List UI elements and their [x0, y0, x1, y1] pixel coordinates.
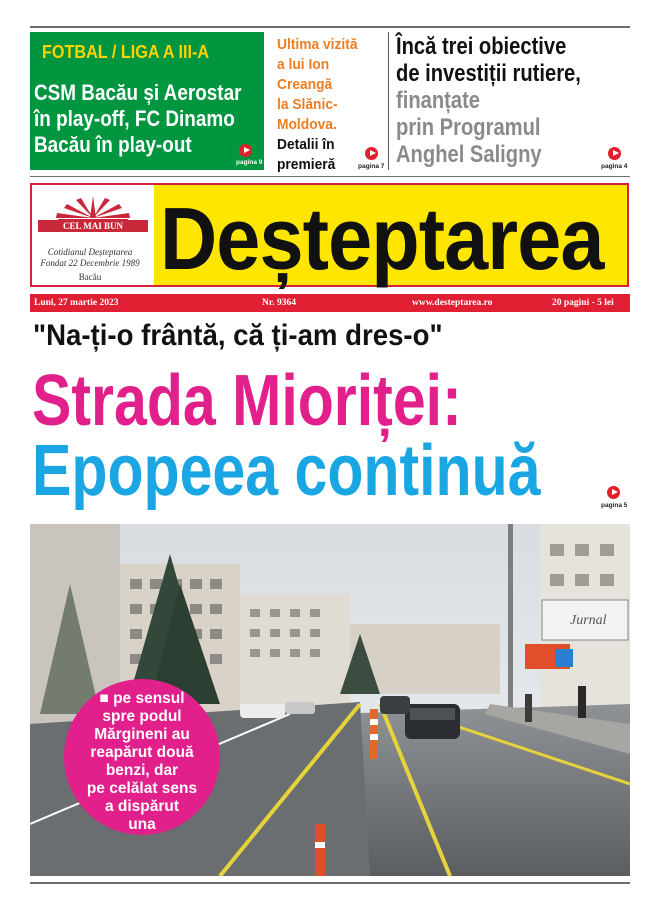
masthead-city: Bacău: [78, 272, 102, 282]
masthead-founded: Fondat 22 Decembrie 1989: [40, 258, 140, 268]
vizita-line: Creangă: [277, 76, 333, 93]
fotbal-headline-line: Bacău în play-out: [34, 132, 192, 157]
obiective-line: de investiții rutiere,: [396, 60, 581, 87]
page-arrow-icon[interactable]: [239, 144, 252, 157]
bubble-line: una: [128, 816, 156, 833]
fotbal-headline-line: în play-off, FC Dinamo: [34, 106, 235, 131]
bottom-rule: [30, 882, 630, 884]
obiective-line: Anghel Saligny: [396, 141, 542, 168]
newspaper-title[interactable]: Deșteptarea: [160, 189, 604, 288]
vizita-line: Moldova.: [277, 116, 337, 133]
fotbal-category: FOTBAL / LIGA A III-A: [42, 42, 210, 62]
page-arrow-icon[interactable]: [607, 486, 620, 499]
date-bar: [30, 294, 630, 312]
column-divider: [388, 32, 389, 170]
masthead-tagline: Cotidianul Deșteptarea: [47, 247, 133, 257]
lead-kicker: "Na-ți-o frântă, că ți-am dres-o": [33, 319, 443, 352]
issue-price: 20 pagini - 5 lei: [552, 298, 614, 308]
vizita-line: Detalii în: [277, 136, 335, 153]
vizita-line: la Slănic-: [277, 96, 338, 113]
obiective-line: Încă trei obiective: [396, 33, 567, 60]
vizita-line: premieră: [277, 156, 336, 173]
page-arrow-icon[interactable]: [365, 147, 378, 160]
page-arrow-icon[interactable]: [608, 147, 621, 160]
vizita-line: Ultima vizită: [277, 36, 358, 53]
bubble-line: reapărut două: [90, 744, 194, 761]
vizita-line: a lui Ion: [277, 56, 330, 73]
obiective-line: finanțate: [396, 87, 481, 114]
bubble-line: a dispărut: [104, 798, 180, 815]
obiective-page-ref: pagina 4: [601, 163, 628, 170]
bubble-line: spre podul: [102, 708, 182, 725]
lead-headline-line-2[interactable]: Epopeea continuă: [32, 431, 541, 511]
bubble-line: benzi, dar: [105, 762, 179, 779]
top-rule: [30, 26, 630, 28]
lead-headline-line-1[interactable]: Strada Mioriței:: [32, 361, 462, 441]
bubble-line: Mărgineni au: [94, 726, 190, 743]
fotbal-page-ref: pagina 9: [236, 159, 263, 166]
bubble-line: ■ pe sensul: [99, 690, 185, 707]
teaser-rule: [30, 176, 630, 177]
website-link[interactable]: www.desteptarea.ro: [412, 298, 493, 308]
sun-logo-icon: [36, 188, 150, 248]
cel-mai-bun-badge: CEL MAI BUN: [38, 220, 148, 232]
obiective-line: prin Programul: [396, 114, 541, 141]
bubble-line: pe celălat sens: [86, 780, 198, 797]
lead-page-ref: pagina 5: [601, 502, 628, 509]
issue-number: Nr. 9364: [262, 298, 296, 308]
fotbal-headline-line: CSM Bacău și Aerostar: [34, 80, 242, 105]
issue-date: Luni, 27 martie 2023: [34, 298, 119, 308]
vizita-page-ref: pagina 7: [358, 163, 385, 170]
shop-sign-text: Jurnal: [570, 613, 607, 628]
